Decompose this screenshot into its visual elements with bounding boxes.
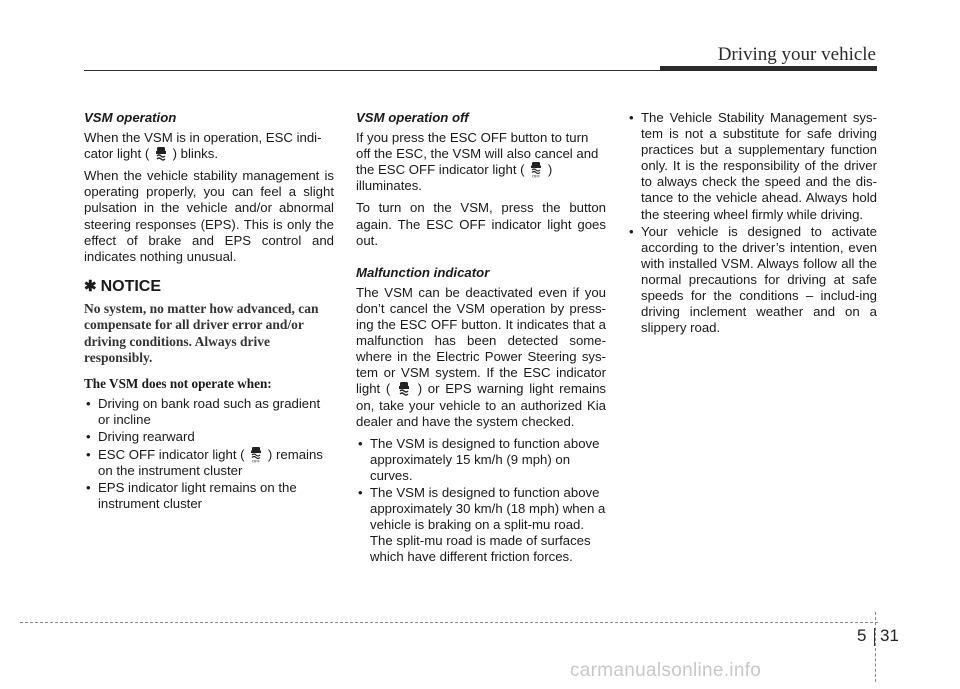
text: ) blinks. (172, 146, 219, 162)
paragraph (356, 285, 606, 430)
section-title-vsm-off: VSM operation off (356, 110, 469, 125)
esc-indicator-icon (154, 146, 168, 162)
header-rule-accent (660, 66, 877, 71)
paragraph: To turn on the VSM, press the button again. The ESC OFF indicator light goes out. (356, 200, 606, 248)
header-rule (84, 70, 664, 71)
list-item: • Driving rearward (84, 429, 334, 445)
column-right (627, 110, 877, 337)
paragraph: When the vehicle stability management is operating properly, you can feel a slight pulsation in the vehicle and/or abnormal steering responses (EPS). This is only the effect of brake and EPS control and indicates nothing unusual. (84, 168, 334, 264)
svg-text:OFF: OFF (252, 458, 261, 463)
svg-text:OFF: OFF (532, 173, 541, 179)
list-item: • The VSM is designed to function above approximately 30 km/h (18 mph) when a vehicle is braking on a split-mu road. The split-mu road is made of surfaces which have different friction forces. (356, 485, 606, 565)
watermark: carmanualsonline.info (570, 660, 762, 681)
notice-title: NOTICE (100, 277, 162, 295)
section-title-malfunction: Malfunction indicator (356, 264, 490, 280)
text: ) remains on the instrument cluster (98, 446, 323, 478)
footer-rule (20, 622, 878, 624)
list-item (84, 447, 334, 479)
notice-body: No system, no matter how advanced, can compensate for all driver error and/or driving conditions. Always drive responsibly. (84, 300, 319, 365)
esc-off-indicator-icon (529, 162, 543, 178)
bullet-list (356, 436, 606, 566)
bullet-list (84, 396, 334, 512)
list-item: • Your vehicle is designed to activate according to the driver’s intention, even with installed VSM. Always follow all the normal precautions for driving at safe speeds for the conditions – includ-ing driving inclement weather and on a slippery road. (627, 224, 877, 337)
notice-star-icon: ✱ (84, 277, 97, 295)
chapter-number: 5 (857, 626, 867, 645)
list-item: • Driving on bank road such as gradient or incline (84, 396, 334, 428)
subheading-not-operate: The VSM does not operate when: (84, 376, 272, 392)
list-item: • EPS indicator light remains on the instrument cluster (84, 480, 334, 512)
text: ) illuminates. (356, 162, 553, 194)
page-number: 31 (880, 626, 899, 645)
list-item: • The VSM is designed to function above approximately 15 km/h (9 mph) on curves. (356, 436, 606, 484)
page-number-separator (874, 628, 875, 646)
esc-off-indicator-icon (249, 447, 263, 463)
esc-indicator-icon (397, 381, 411, 397)
text: If you press the ESC OFF button to turn off the ESC, the VSM will also cancel and the ESC OFF indicator light ( (356, 130, 599, 178)
text: ) or EPS warning light remains on, take your vehicle to an authorized Kia dealer and have the system checked. (356, 381, 606, 429)
paragraph (84, 130, 334, 162)
footer-vertical-rule (875, 612, 877, 682)
bullet-list (627, 110, 877, 336)
notice-heading (84, 279, 334, 295)
text: The VSM can be deactivated even if you don’t cancel the VSM operation by press-ing the ESC OFF button. It indicates that a malfunction has been detected some-where in the Electric Power Steering sys-tem or VSM system. If the ESC indicator light ( (356, 284, 606, 397)
section-title-vsm-operation: VSM operation (84, 110, 177, 125)
text: ESC OFF indicator light ( (98, 446, 245, 462)
text: When the VSM is in operation, ESC indi-cator light ( (84, 130, 322, 162)
list-item: • The Vehicle Stability Management sys-tem is not a substitute for safe driving practices but a supplementary function only. It is the responsibility of the driver to always check the speed and the dis-tance to the vehicle ahead. Always hold the steering wheel firmly while driving. (627, 110, 877, 223)
column-middle (356, 110, 606, 566)
paragraph (356, 130, 606, 194)
column-left (84, 110, 334, 513)
header-title: Driving your vehicle (717, 44, 876, 65)
